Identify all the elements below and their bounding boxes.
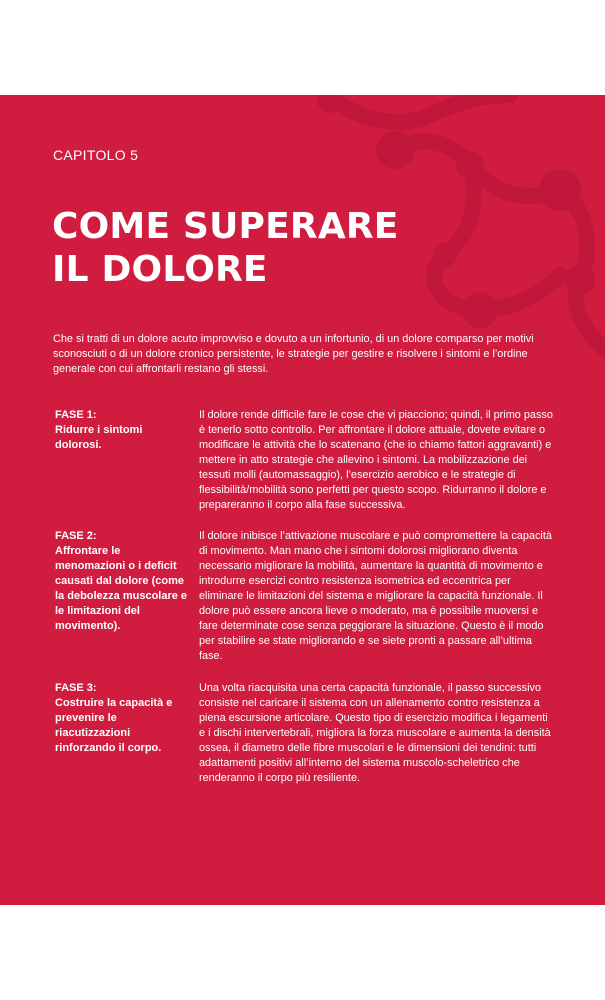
phase-2-text: Il dolore inibisce l’attivazione muscolare e può compromettere la capacità di movimento. Man mano che i sintomi dolorosi migliorano diventa necessario migliorare la mobilità, aumentare la quantità di movimento e introdurre esercizi contro resistenza isometrica ed eccentrica per eliminare le limitazioni del sistema e migliorare la capacità funzionale. Il dolore può essere ancora lieve o moderato, ma è possibile muoversi e fare determinate cose senza peggiorare la situazione. Questo è il modo per stabilire se state migliorando e se siete pronti a passare all’ultima fase. <box>199 530 552 662</box>
phase-3-heading <box>55 681 190 756</box>
phase-3-description: Costruire la capacità e prevenire le riacutizzazioni rinforzando il corpo. <box>55 697 173 754</box>
phase-1-heading <box>55 408 190 453</box>
phase-1-description: Ridurre i sintomi dolorosi. <box>55 424 143 451</box>
chapter-number: CAPITOLO 5 <box>53 147 139 163</box>
phase-1-label: FASE 1: <box>55 409 97 421</box>
phase-3-label: FASE 3: <box>55 682 97 694</box>
intro-paragraph: Che si tratti di un dolore acuto improvviso e dovuto a un infortunio, di un dolore comparso per motivi sconosciuti o di un dolore cronico persistente, le strategie per gestire e risolvere i sintomi e l’ordine generale con cui affrontarli restano gli stessi. <box>53 333 534 375</box>
phase-3-text: Una volta riacquisita una certa capacità funzionale, il passo successivo consiste nel caricare il sistema con un allenamento contro resistenza a piena escursione articolare. Questo tipo di esercizio modifica i legamenti e i dischi intervertebrali, migliora la forza muscolare e aumenta la densità ossea, il diametro delle fibre muscolari e le dimensioni dei tendini: tutti adattamenti positivi all’interno del sistema muscolo-scheletrico che renderanno il corpo più resiliente. <box>199 682 551 784</box>
chapter-title-line-1: COME SUPERARE <box>52 206 399 247</box>
phase-2-label: FASE 2: <box>55 530 97 542</box>
phase-2-heading <box>55 529 190 634</box>
chapter-title-line-2: IL DOLORE <box>52 249 268 290</box>
chapter-title <box>52 205 399 291</box>
phase-1-text: Il dolore rende difficile fare le cose che vi piacciono; quindi, il primo passo è tenerlo sotto controllo. Per affrontare il dolore attuale, dovete evitare o modificare le attività che lo scatenano (che io chiamo fattori aggravanti) e mettere in atto strategie che allevino i sintomi. La mobilizzazione dei tessuti molli (automassaggio), l’esercizio aerobico e le strategie di flessibilità/mobilità sono perfetti per questo scopo. Ridurranno il dolore e prepareranno il corpo alla fase successiva. <box>199 409 553 511</box>
chapter-page <box>0 95 605 905</box>
phase-2-description: Affrontare le menomazioni o i deficit causati dal dolore (come la debolezza muscolare e le limitazioni del movimento). <box>55 545 188 632</box>
